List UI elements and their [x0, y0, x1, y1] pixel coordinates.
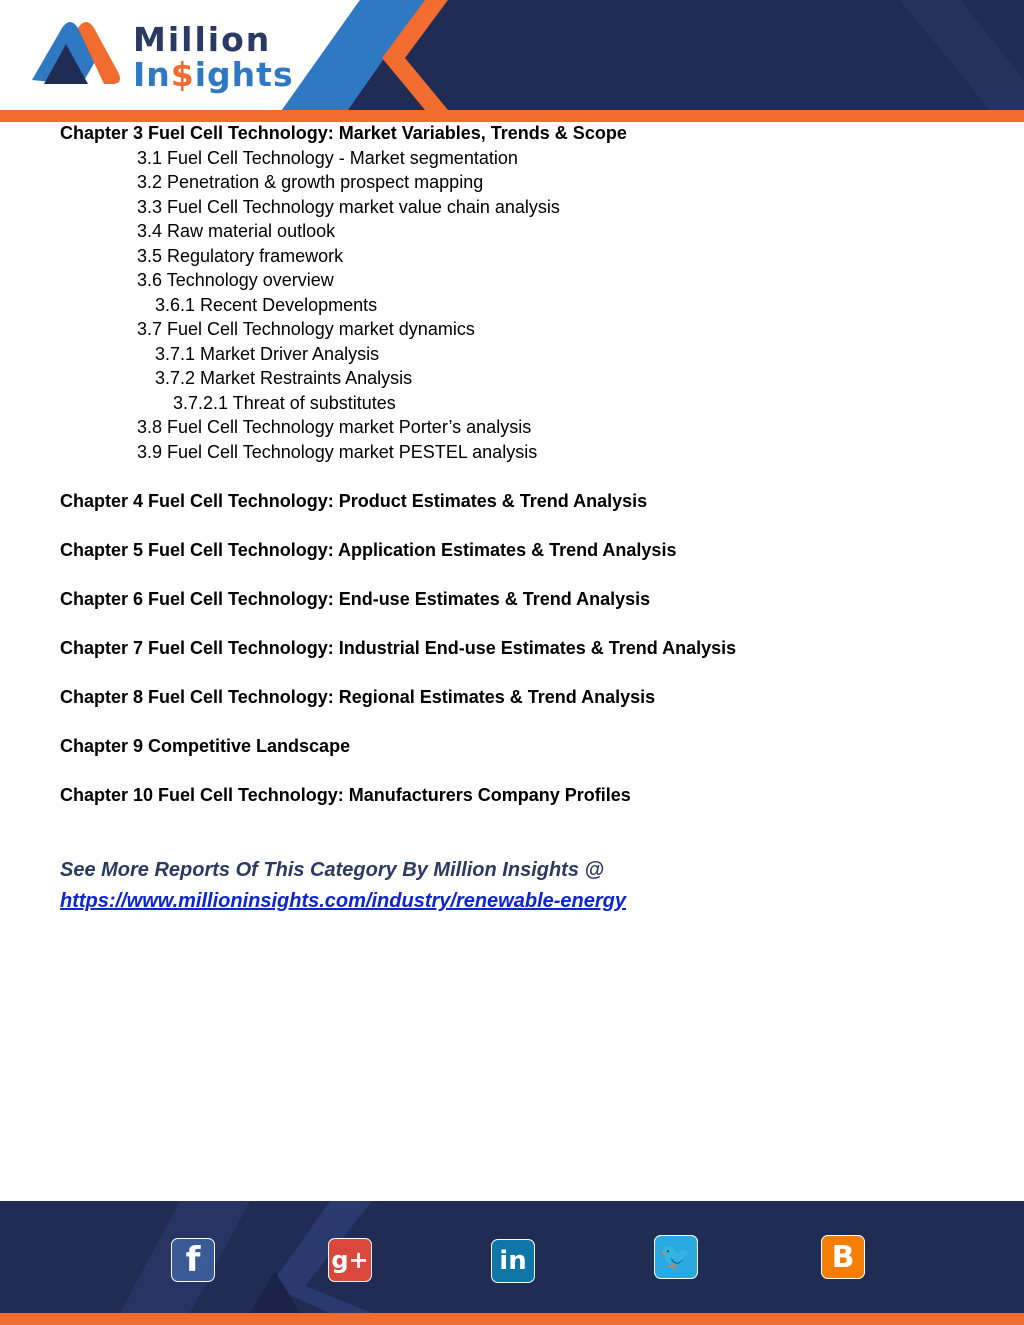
toc-item-3-7: 3.7 Fuel Cell Technology market dynamics	[137, 319, 475, 339]
toc-item-3-7-1: 3.7.1 Market Driver Analysis	[155, 343, 380, 364]
logo-text	[133, 22, 294, 92]
google-plus-icon[interactable]: g+	[328, 1238, 372, 1282]
chapter-4-title: Chapter 4 Fuel Cell Technology: Product Estimates & Trend Analysis	[60, 490, 648, 511]
toc-item-3-7-2-1: 3.7.2.1 Threat of substitutes	[173, 392, 396, 413]
logo-line-2-pre: In	[133, 55, 171, 94]
chapter-6-title: Chapter 6 Fuel Cell Technology: End-use Estimates & Trend Analysis	[60, 588, 651, 609]
toc-item-3-4: 3.4 Raw material outlook	[137, 221, 336, 241]
linkedin-icon[interactable]: in	[491, 1239, 535, 1283]
page-header	[0, 0, 1024, 122]
page-footer	[0, 1201, 1024, 1325]
logo-line-2	[133, 55, 294, 94]
twitter-icon[interactable]: 🐦	[654, 1235, 698, 1279]
toc-item-3-7-2: 3.7.2 Market Restraints Analysis	[155, 368, 413, 388]
toc-item-3-9: 3.9 Fuel Cell Technology market PESTEL analysis	[137, 441, 538, 462]
toc-item-3-2: 3.2 Penetration & growth prospect mapping	[137, 172, 484, 192]
toc-item-3-3: 3.3 Fuel Cell Technology market value chain analysis	[137, 196, 560, 217]
chapter-5-title: Chapter 5 Fuel Cell Technology: Application Estimates & Trend Analysis	[60, 539, 677, 560]
facebook-icon[interactable]: f	[171, 1238, 215, 1282]
blogger-icon[interactable]: B	[821, 1235, 865, 1279]
see-more-block	[60, 855, 626, 917]
chapter-7-title: Chapter 7 Fuel Cell Technology: Industrial End-use Estimates & Trend Analysis	[60, 637, 737, 658]
chapter-3-title: Chapter 3 Fuel Cell Technology: Market Variables, Trends & Scope	[60, 123, 627, 143]
toc-item-3-6-1: 3.6.1 Recent Developments	[155, 294, 378, 315]
chapter-8-title: Chapter 8 Fuel Cell Technology: Regional Estimates & Trend Analysis	[60, 686, 656, 707]
chapter-9-title: Chapter 9 Competitive Landscape	[60, 735, 351, 756]
logo-line-2-post: ights	[194, 55, 294, 94]
see-more-text: See More Reports Of This Category By Million Insights @	[60, 859, 605, 881]
chapter-10-title: Chapter 10 Fuel Cell Technology: Manufacturers Company Profiles	[60, 784, 631, 805]
table-of-contents	[60, 121, 1000, 807]
toc-item-3-1: 3.1 Fuel Cell Technology - Market segmentation	[137, 147, 518, 168]
toc-item-3-6: 3.6 Technology overview	[137, 270, 334, 290]
toc-item-3-5: 3.5 Regulatory framework	[137, 245, 344, 266]
logo-line-1: Million	[133, 20, 272, 59]
toc-item-3-8: 3.8 Fuel Cell Technology market Porter’s analysis	[137, 417, 532, 437]
renewable-energy-link[interactable]: https://www.millioninsights.com/industry/renewable-energy	[60, 890, 627, 912]
logo-dollar: $	[170, 55, 195, 94]
